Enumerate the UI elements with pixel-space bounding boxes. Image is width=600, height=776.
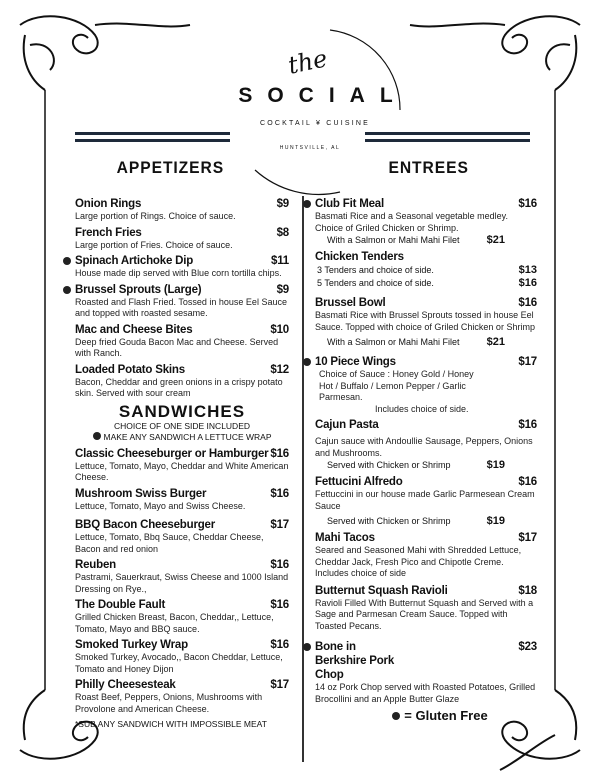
item-desc: Basmati Rice and a Seasonal vegetable medley. Choice of Griled Chicken or Shrimp.: [315, 211, 508, 233]
item-name: Bone in Berkshire Pork Chop: [315, 641, 395, 681]
menu-item: [315, 250, 537, 290]
item-name: Mac and Cheese Bites: [75, 323, 193, 336]
option-price: $21: [486, 234, 505, 246]
menu-item: [315, 640, 537, 705]
item-desc: Lettuce, Tomato, Bbq Sauce, Cheddar Cheese, Bacon and red onion: [75, 532, 264, 554]
menu-item: [315, 296, 537, 349]
menu-item: [315, 531, 537, 580]
menu-item: [75, 638, 289, 675]
gluten-free-icon: [63, 257, 71, 265]
item-name: 10 Piece Wings: [315, 356, 396, 368]
sandwiches-heading: SANDWICHES: [118, 401, 246, 421]
item-name: Mushroom Swiss Burger: [75, 487, 207, 500]
option-price: $13: [518, 264, 537, 276]
item-desc: Lettuce, Tomato, Mayo and Swiss Cheese.: [75, 500, 246, 511]
item-option: 5 Tenders and choice of side.: [317, 278, 434, 288]
item-name: Philly Cheesesteak: [75, 679, 176, 691]
item-option: With a Salmon or Mahi Mahi Filet: [327, 235, 460, 245]
item-name: BBQ Bacon Cheeseburger: [75, 519, 216, 531]
item-price: $16: [270, 639, 289, 651]
item-name: The Double Fault: [75, 599, 166, 611]
item-desc: House made dip served with Blue corn tortilla chips.: [75, 268, 282, 278]
gluten-free-icon: [93, 432, 101, 440]
gluten-free-legend: = Gluten Free: [404, 708, 488, 723]
lettuce-wrap-note: MAKE ANY SANDWICH A LETTUCE WRAP: [103, 431, 272, 442]
item-option: With a Salmon or Mahi Mahi Filet: [327, 337, 460, 347]
item-price: $16: [518, 297, 537, 309]
item-desc: Smoked Turkey, Avocado,, Bacon Cheddar, Lettuce, Tomato and Honey Dijon: [75, 652, 283, 674]
item-name: Brussel Sprouts (Large): [75, 283, 202, 296]
menu-item: [315, 475, 537, 528]
option-price: $16: [518, 277, 537, 289]
item-name: Spinach Artichoke Dip: [75, 255, 194, 267]
logo-script: the: [285, 44, 330, 80]
divider-lines-left: [75, 132, 230, 142]
left-column: [75, 197, 289, 730]
menu-item: [75, 678, 289, 715]
menu-item: [75, 226, 289, 252]
item-name: Brussel Bowl: [315, 297, 386, 309]
item-desc: Pastrami, Sauerkraut, Swiss Cheese and 1000 Island Dressing on Rye.,: [75, 572, 289, 594]
gluten-free-icon: [303, 643, 311, 651]
item-name: Smoked Turkey Wrap: [75, 639, 188, 651]
impossible-meat-note: *SUB ANY SANDWICH WITH IMPOSSIBLE MEAT: [75, 719, 267, 729]
item-price: $18: [518, 584, 537, 597]
item-price: $17: [518, 356, 537, 368]
item-name: French Fries: [75, 226, 142, 239]
logo-name: SOCIAL: [238, 84, 408, 107]
item-desc: Large portion of Rings. Choice of sauce.: [75, 211, 236, 221]
item-name: Fettucini Alfredo: [315, 476, 403, 488]
item-price: $16: [518, 198, 537, 210]
item-desc: Ravioli Filled With Butternut Squash and Served with a Sage and Parmesan Cream Sauce. Topped with Toasted Pecans.: [315, 597, 534, 631]
menu-item: [75, 487, 289, 513]
item-name: Onion Rings: [75, 198, 142, 210]
menu-item: [315, 584, 537, 633]
item-price: $16: [518, 419, 537, 431]
item-desc: Roasted and Flash Fried. Tossed in house Eel Sauce and topped with roasted sesame.: [75, 296, 287, 318]
logo-city: HUNTSVILLE, AL: [279, 145, 341, 151]
column-divider: [302, 196, 304, 762]
item-price: $16: [270, 447, 289, 460]
item-desc: Choice of Sauce : Honey Gold / Honey Hot / Buffalo / Lemon Pepper / Garlic Parmesan.: [319, 369, 474, 402]
menu-item: [75, 363, 289, 400]
item-price: $12: [270, 363, 289, 376]
divider-lines-right: [365, 132, 530, 142]
item-price: $16: [270, 559, 289, 571]
logo-tagline: COCKTAIL ¥ CUISINE: [259, 120, 370, 127]
appetizers-heading: APPETIZERS: [116, 158, 225, 177]
sandwiches-note: CHOICE OF ONE SIDE INCLUDED: [113, 420, 251, 431]
item-price: $16: [270, 487, 289, 500]
item-option: 3 Tenders and choice of side.: [317, 265, 434, 275]
option-price: $19: [486, 459, 505, 471]
item-desc: Basmati Rice with Brussel Sprouts tossed in house Eel Sauce. Topped with choice of Griled Chicken or Shrimp: [315, 310, 535, 332]
item-desc: Roast Beef, Peppers, Onions, Mushrooms with Provolone and American Cheese.: [75, 692, 263, 714]
item-name: Cajun Pasta: [315, 419, 379, 431]
menu-item: [75, 598, 289, 635]
item-price: $10: [270, 323, 289, 336]
item-price: $16: [270, 599, 289, 611]
menu-item: [315, 418, 537, 472]
item-price: $9: [276, 283, 289, 296]
item-option: Served with Chicken or Shrimp: [327, 516, 451, 526]
item-price: $8: [276, 226, 289, 239]
item-price: $9: [276, 198, 289, 210]
option-price: $21: [486, 336, 505, 348]
gluten-free-icon: [303, 200, 311, 208]
item-name: Club Fit Meal: [315, 198, 384, 210]
option-price: $19: [486, 515, 505, 527]
menu-item: [75, 323, 289, 360]
item-name: Classic Cheeseburger or Hamburger: [75, 447, 269, 460]
item-desc: Grilled Chicken Breast, Bacon, Cheddar,, Lettuce, Tomato, Mayo and BBQ sauce.: [75, 612, 274, 634]
item-option: Served with Chicken or Shrimp: [327, 460, 451, 470]
item-desc: Large portion of Fries. Choice of sauce.: [75, 239, 233, 250]
menu-item: [75, 447, 289, 484]
item-price: $16: [518, 476, 537, 488]
item-name: Butternut Squash Ravioli: [315, 584, 448, 597]
menu-item: [75, 518, 289, 555]
item-desc: 14 oz Pork Chop served with Roasted Potatoes, Grilled Brocollini and an Apple Butter Glaze: [315, 682, 536, 704]
item-name: Mahi Tacos: [315, 532, 375, 544]
item-name: Loaded Potato Skins: [75, 363, 185, 376]
item-desc: Lettuce, Tomato, Mayo, Cheddar and White American Cheese.: [75, 460, 289, 482]
item-desc: Seared and Seasoned Mahi with Shredded Lettuce, Cheddar Jack, Fresh Pico and Chipotle Creme. Includes choice of side: [315, 545, 522, 578]
item-desc: Fettuccini in our house made Garlic Parmesean Cream Sauce: [315, 489, 535, 511]
gluten-free-icon: [63, 286, 71, 294]
menu-item: [315, 355, 537, 415]
item-desc: Cajun sauce with Andoullie Sausage, Peppers, Onions and Mushrooms.: [315, 436, 533, 458]
item-desc: Bacon, Cheddar and green onions in a crispy potato skin. Served with sour cream: [75, 376, 283, 398]
menu-item: [75, 197, 289, 223]
item-desc: Deep fried Gouda Bacon Mac and Cheese. Served with Ranch.: [75, 336, 279, 358]
item-price: $17: [518, 532, 537, 544]
menu-item: [315, 197, 537, 247]
item-name: Chicken Tenders: [315, 251, 404, 263]
entrees-heading: ENTREES: [388, 158, 469, 177]
item-price: $17: [270, 679, 289, 691]
right-column: [315, 197, 537, 723]
item-price: $17: [270, 519, 289, 531]
item-price: $11: [271, 255, 289, 267]
gluten-free-icon: [392, 712, 400, 720]
gluten-free-icon: [303, 358, 311, 366]
item-price: $23: [518, 641, 537, 653]
menu-item: [75, 254, 289, 280]
item-option: Includes choice of side.: [375, 403, 469, 414]
menu-item: [75, 283, 289, 320]
menu-item: [75, 558, 289, 595]
item-name: Reuben: [75, 559, 116, 571]
